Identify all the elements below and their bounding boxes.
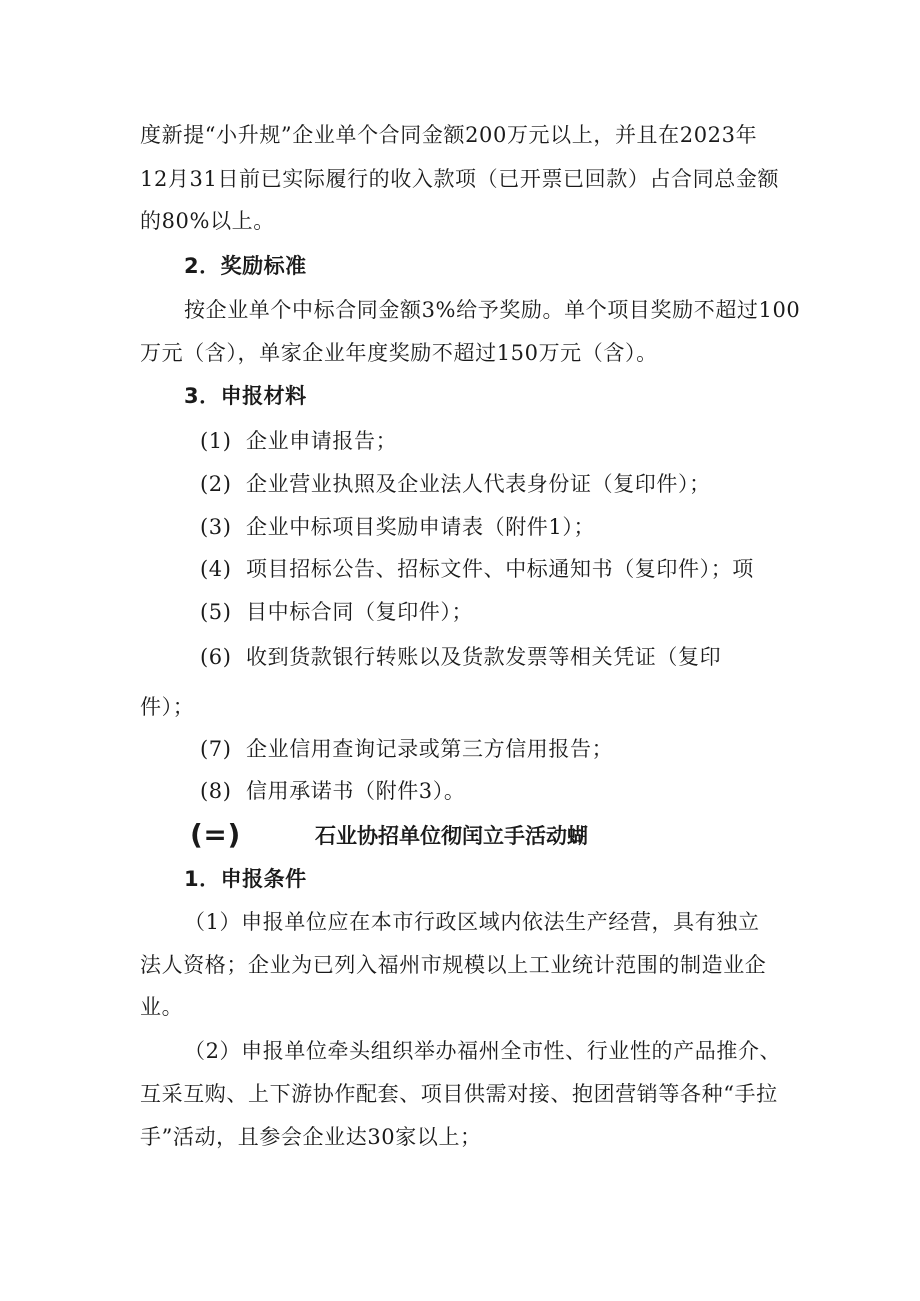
- list-item: [200, 469, 711, 499]
- list-item-text: 收到货款银行转账以及货款发票等相关凭证（复印: [246, 645, 722, 669]
- list-item-text: 企业申请报告；: [246, 429, 398, 453]
- list-item-text: 信用承诺书（附件3）。: [246, 779, 466, 803]
- paragraph-line: 手”活动，且参会企业达30家以上；: [140, 1125, 482, 1149]
- list-item-number: (7): [200, 737, 232, 761]
- paragraph-line: 12月31日前已实际履行的收入款项（已开票已回款）占合同总金额: [140, 167, 780, 191]
- list-item-text: 件）；: [140, 695, 195, 719]
- paragraph-line: 万元（含），单家企业年度奖励不超过150万元（含）。: [140, 341, 658, 365]
- list-item-text: 企业信用查询记录或第三方信用报告；: [246, 737, 614, 761]
- paragraph-line: （2）申报单位牵头组织举办福州全市性、行业性的产品推介、: [184, 1039, 782, 1063]
- list-item-number: (3): [200, 515, 232, 539]
- paragraph-line: 法人资格；企业为已列入福州市规模以上工业统计范围的制造业企: [140, 953, 767, 977]
- section-heading-reward-standard: 2．奖励标准: [184, 254, 307, 278]
- list-item-number: (1): [200, 429, 232, 453]
- list-item: [200, 512, 595, 542]
- list-item-text: 目中标合同（复印件）；: [246, 600, 474, 624]
- list-item: [200, 554, 754, 584]
- list-item-text: 企业营业执照及企业法人代表身份证（复印件）；: [246, 472, 711, 496]
- list-item-number: (4): [200, 557, 232, 581]
- list-item-continuation: [140, 692, 194, 722]
- section-heading-conditions: 1．申报条件: [184, 867, 307, 891]
- list-item: [200, 776, 465, 806]
- paragraph-line: 度新提“小升规”企业单个合同金额200万元以上，并且在2023年: [140, 123, 758, 147]
- list-item: [200, 734, 613, 764]
- paragraph-line: 按企业单个中标合同金额3%给予奖励。单个项目奖励不超过100: [184, 298, 801, 322]
- paragraph-line: 业。: [140, 995, 184, 1019]
- section-title: 石业协招单位彻闰立手活动蝴: [315, 824, 588, 848]
- paragraph-line: 互采互购、上下游协作配套、项目供需对接、抱团营销等各种“手拉: [140, 1082, 778, 1106]
- list-item-number: (6): [200, 645, 232, 669]
- section-heading-materials: 3．申报材料: [184, 384, 307, 408]
- list-item-number: (2): [200, 472, 232, 496]
- list-item: [200, 642, 721, 672]
- paragraph-line: （1）申报单位应在本市行政区域内依法生产经营，具有独立: [184, 910, 760, 934]
- list-item: [200, 426, 397, 456]
- list-item: [200, 597, 473, 627]
- paragraph-line: 的80%以上。: [140, 209, 275, 233]
- list-item-text: 项目招标公告、招标文件、中标通知书（复印件）；项: [246, 557, 754, 581]
- list-item-text: 企业中标项目奖励申请表（附件1）；: [246, 515, 596, 539]
- list-item-number: (5): [200, 600, 232, 624]
- section-number: (=): [190, 818, 241, 851]
- list-item-number: (8): [200, 779, 232, 803]
